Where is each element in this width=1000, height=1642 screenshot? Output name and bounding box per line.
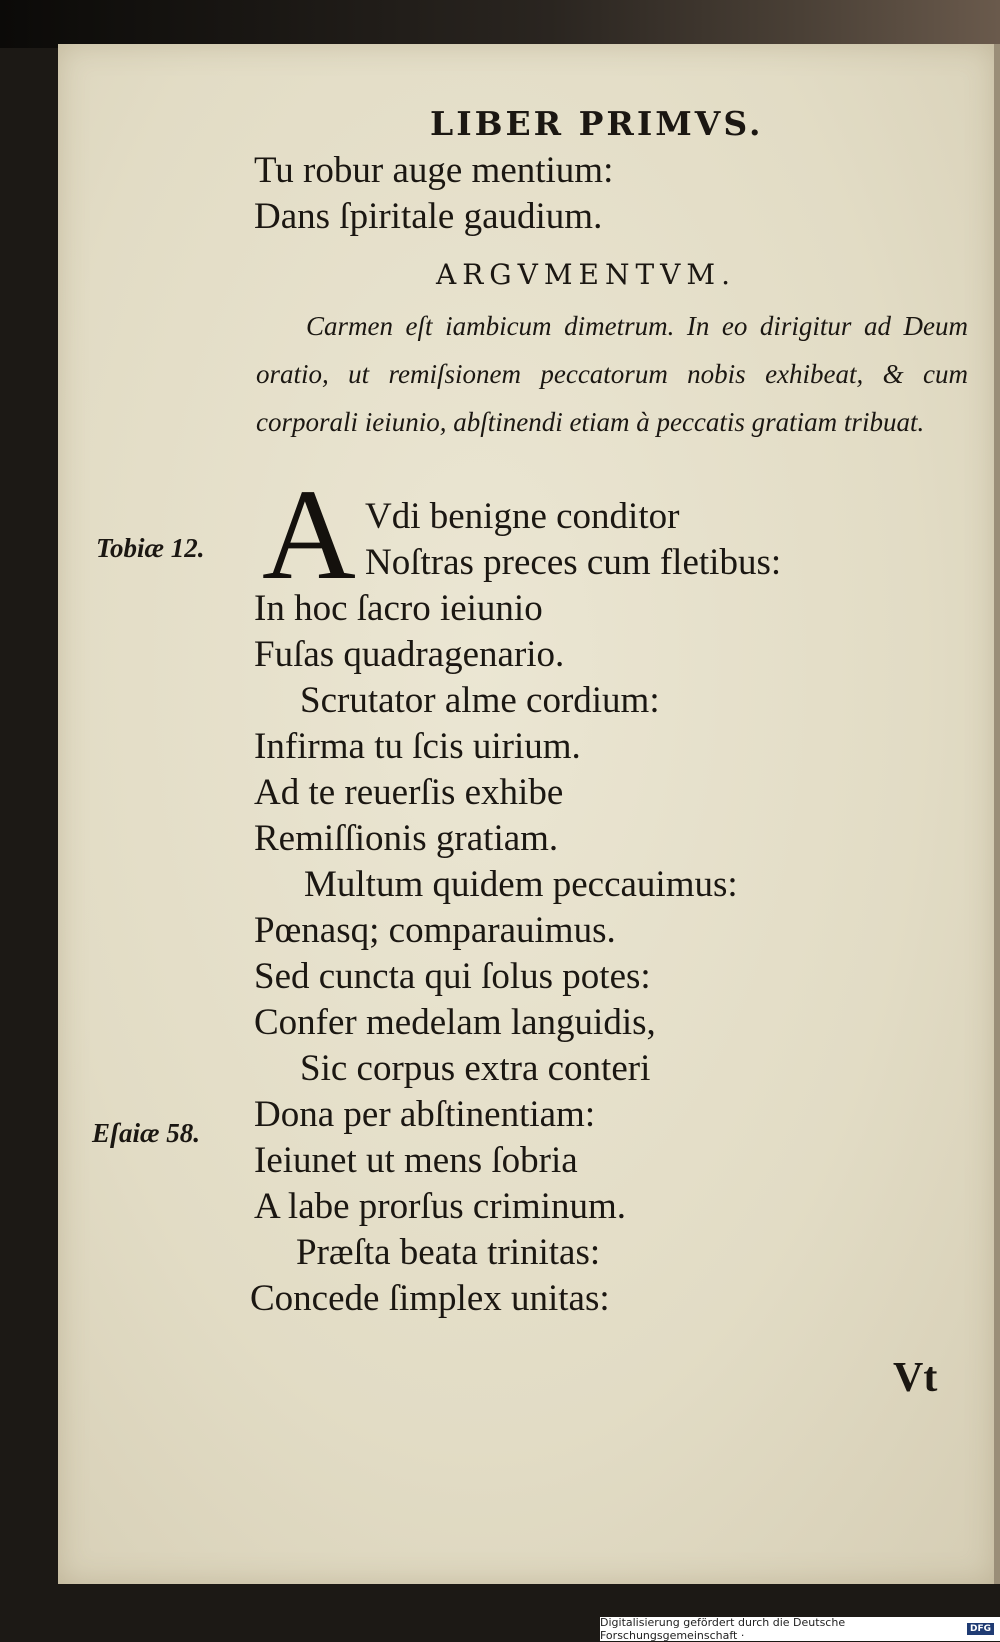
verse-line: Scrutator alme cordium: [300,680,660,721]
digitization-footer [600,1617,1000,1641]
drop-cap-initial: A [262,463,356,607]
verse-line: Fuſas quadragenario. [254,634,565,675]
verse-line: Præſta beata trinitas: [296,1232,601,1273]
verse-line: Vdi benigne conditor [365,496,680,537]
running-head: LIBER PRIMVS. [430,104,764,143]
verse-line: Remiſſionis gratiam. [254,818,559,859]
verse-line: Dans ſpiritale gaudium. [254,196,603,237]
verse-line: Ieiunet ut mens ſobria [254,1140,578,1181]
verse-line: Dona per abſtinentiam: [254,1094,596,1135]
verse-line: Pœnasq; comparauimus. [254,910,616,951]
verse-line: Sic corpus extra conteri [300,1048,651,1089]
section-heading: ARGVMENTVM. [436,258,736,291]
verse-line: Ad te reuerſis exhibe [254,772,564,813]
verse-line: Confer medelam languidis, [254,1002,656,1043]
catchword: Vt [893,1355,938,1401]
verse-line: Sed cuncta qui ſolus potes: [254,956,651,997]
margin-note-esaiae: Eſaiæ 58. [92,1118,200,1148]
verse-line: In hoc ſacro ieiunio [254,588,543,629]
page-edge [994,44,1000,1584]
verse-line: Noſtras preces cum fletibus: [365,542,782,583]
verse-line: Multum quidem peccauimus: [304,864,738,905]
verse-line: Tu robur auge mentium: [254,150,614,191]
verse-line: A labe prorſus criminum. [254,1186,626,1227]
footer-text: Digitalisierung gefördert durch die Deutsche Forschungsgemeinschaft · [600,1616,846,1642]
verse-line: Infirma tu ſcis uirium. [254,726,581,767]
scan-background [0,0,1000,48]
dfg-logo[interactable]: DFG [967,1623,994,1635]
verse-line: Concede ſimplex unitas: [250,1278,610,1319]
margin-note-tobiae: Tobiæ 12. [96,533,205,563]
argument-paragraph: Carmen eſt iambicum dimetrum. In eo dirigitur ad Deum oratio, ut remiſsionem peccatorum nobis exhibeat, & cum corporali ieiunio, abſtinendi etiam à peccatis gratiam tribuat. [256,311,968,437]
